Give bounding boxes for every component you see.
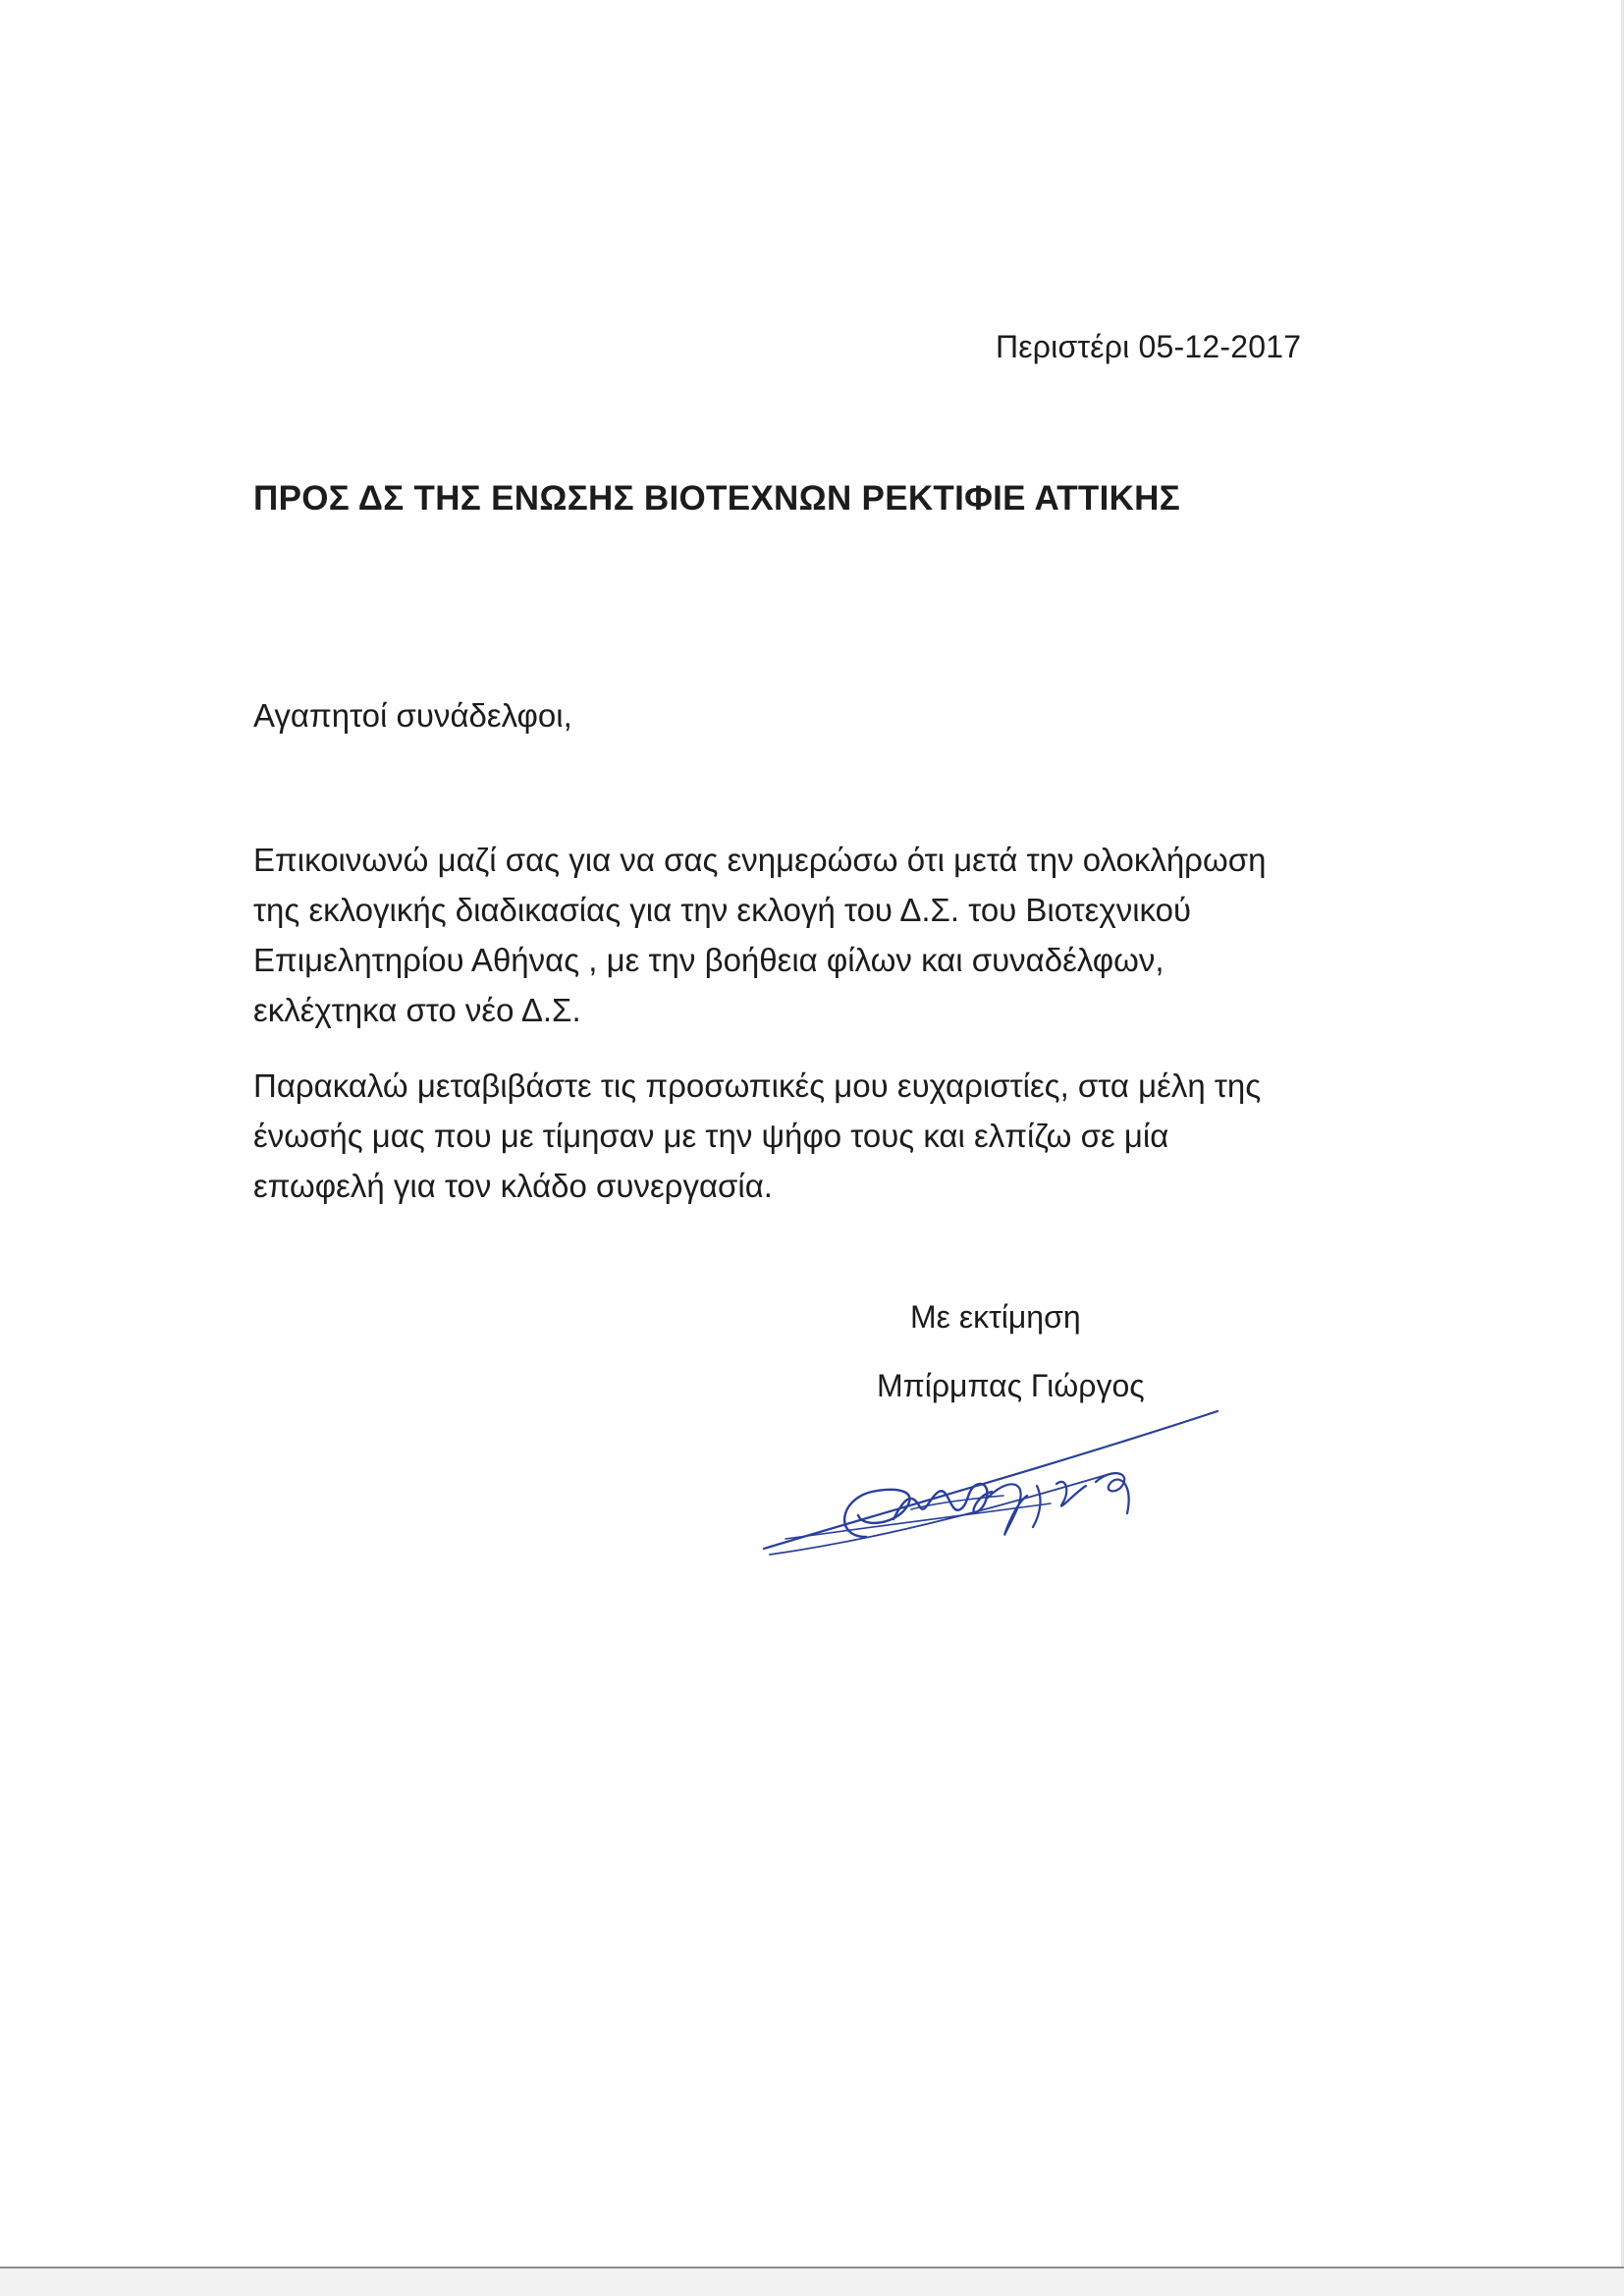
scan-edge	[0, 2267, 1624, 2296]
paragraph-line: επωφελή για τον κλάδο συνεργασία.	[253, 1168, 773, 1204]
letter-paragraph	[253, 835, 1412, 1035]
handwritten-signature	[756, 1390, 1227, 1566]
paragraph-line: Επιμελητηρίου Αθήνας , με την βοήθεια φίλων και συναδέλφων,	[253, 942, 1164, 978]
letter-recipient: ΠΡΟΣ ΔΣ ΤΗΣ ΕΝΩΣΗΣ ΒΙΟΤΕΧΝΩΝ ΡΕΚΤΙΦΙΕ ΑΤΤΙΚΗΣ	[253, 479, 1181, 518]
signer-name: Μπίρμπας Γιώργος	[877, 1368, 1145, 1403]
letter-greeting: Αγαπητοί συνάδελφοι,	[253, 697, 572, 734]
paragraph-line: Παρακαλώ μεταβιβάστε τις προσωπικές μου ευχαριστίες, στα μέλη της	[253, 1067, 1262, 1104]
paragraph-line: ένωσής μας που με τίμησαν με την ψήφο τους και ελπίζω σε μία	[253, 1118, 1169, 1154]
letter-date: Περιστέρι 05-12-2017	[996, 329, 1302, 364]
paragraph-line: της εκλογικής διαδικασίας για την εκλογή του Δ.Σ. του Βιοτεχνικού	[253, 892, 1192, 928]
paragraph-line: εκλέχτηκα στο νέο Δ.Σ.	[253, 992, 581, 1028]
letter-paragraph	[253, 1061, 1412, 1211]
letter-closing: Με εκτίμηση	[910, 1299, 1081, 1335]
paragraph-line: Επικοινωνώ μαζί σας για να σας ενημερώσω ότι μετά την ολοκλήρωση	[253, 842, 1267, 878]
